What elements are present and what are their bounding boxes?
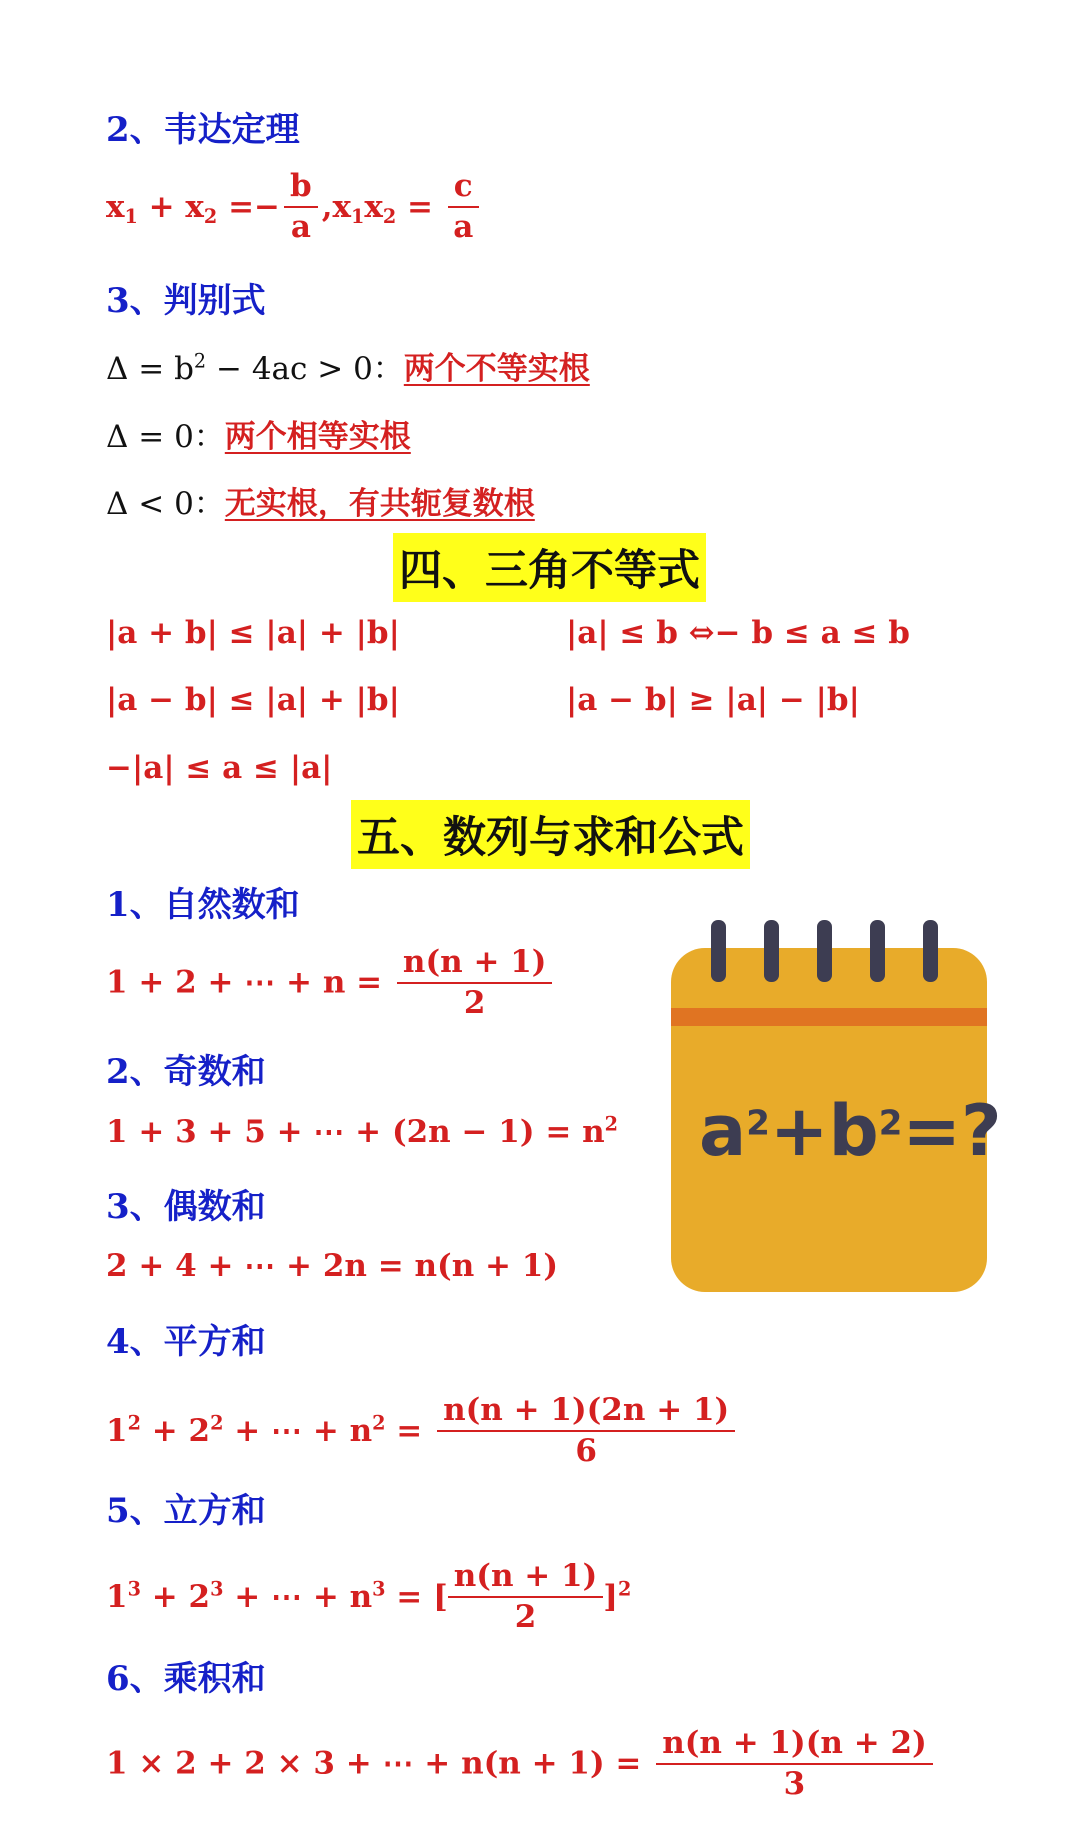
even-sum-heading: 3、偶数和 [106, 1187, 266, 1227]
natural-sum-heading: 1、自然数和 [106, 885, 300, 925]
odd-sum-heading: 2、奇数和 [106, 1052, 266, 1092]
triangle-inequality-2: |a| ≤ b ⇔− b ≤ a ≤ b [566, 615, 910, 651]
product-sum-heading: 6、乘积和 [106, 1659, 266, 1699]
odd-sum-formula: 1 + 3 + 5 + ⋯ + $(2n - 1) = n^2$ [106, 1112, 618, 1150]
natural-sum-formula: 1 + 2 + ⋯ + n = $\frac{n(n + 1)}{2}$ [106, 946, 556, 1019]
triangle-inequality-4: |a − b| ≥ |a| − |b| [566, 682, 860, 718]
section-4-title: 四、三角不等式 [393, 533, 706, 602]
square-sum-formula: $1^2 + 2^2$ + ⋯ + $n^2$ = $\frac{n(n + 1)(2n + 1)}{6}$ [106, 1394, 739, 1467]
discriminant-row-2: Δ = 0：两个相等实根 [106, 419, 411, 455]
even-sum-formula: 2 + 4 + ⋯ + 2n = n(n + 1) [106, 1248, 559, 1284]
product-sum-formula: 1 × 2 + 2 × 3 + ⋯ + n(n + 1) = $\frac{n(n + 1)(n + 2)}{3}$ [106, 1727, 937, 1800]
calendar-equation: $a^2+b^2=$? [699, 1090, 1002, 1172]
cube-sum-formula: $1^3 + 2^3$ + ⋯ + $n^3$ = [ $\frac{n(n + 1)}{2}$ ]$^2$ [106, 1558, 632, 1635]
discriminant-row-1: $\Delta = b^2 - 4ac > 0$：两个不等实根 [106, 349, 590, 387]
triangle-inequality-5: −|a| ≤ a ≤ |a| [106, 750, 333, 786]
discriminant-heading: 3、判别式 [106, 281, 266, 321]
calendar-icon [671, 920, 1002, 1292]
triangle-inequality-3: |a − b| ≤ |a| + |b| [106, 682, 400, 718]
section-5-title: 五、数列与求和公式 [351, 800, 750, 869]
vieta-heading: 2、韦达定理 [106, 110, 300, 150]
calendar-band [671, 1008, 987, 1026]
cube-sum-heading: 5、立方和 [106, 1491, 266, 1531]
square-sum-heading: 4、平方和 [106, 1322, 266, 1362]
triangle-inequality-1: |a + b| ≤ |a| + |b| [106, 615, 400, 651]
vieta-formula: $x_1 + x_2$ =− $\frac{b}{a}$ $,x_1x_2$ = $\frac{c}{a}$ [106, 170, 483, 243]
discriminant-row-3: Δ < 0：无实根，有共轭复数根 [106, 486, 535, 522]
